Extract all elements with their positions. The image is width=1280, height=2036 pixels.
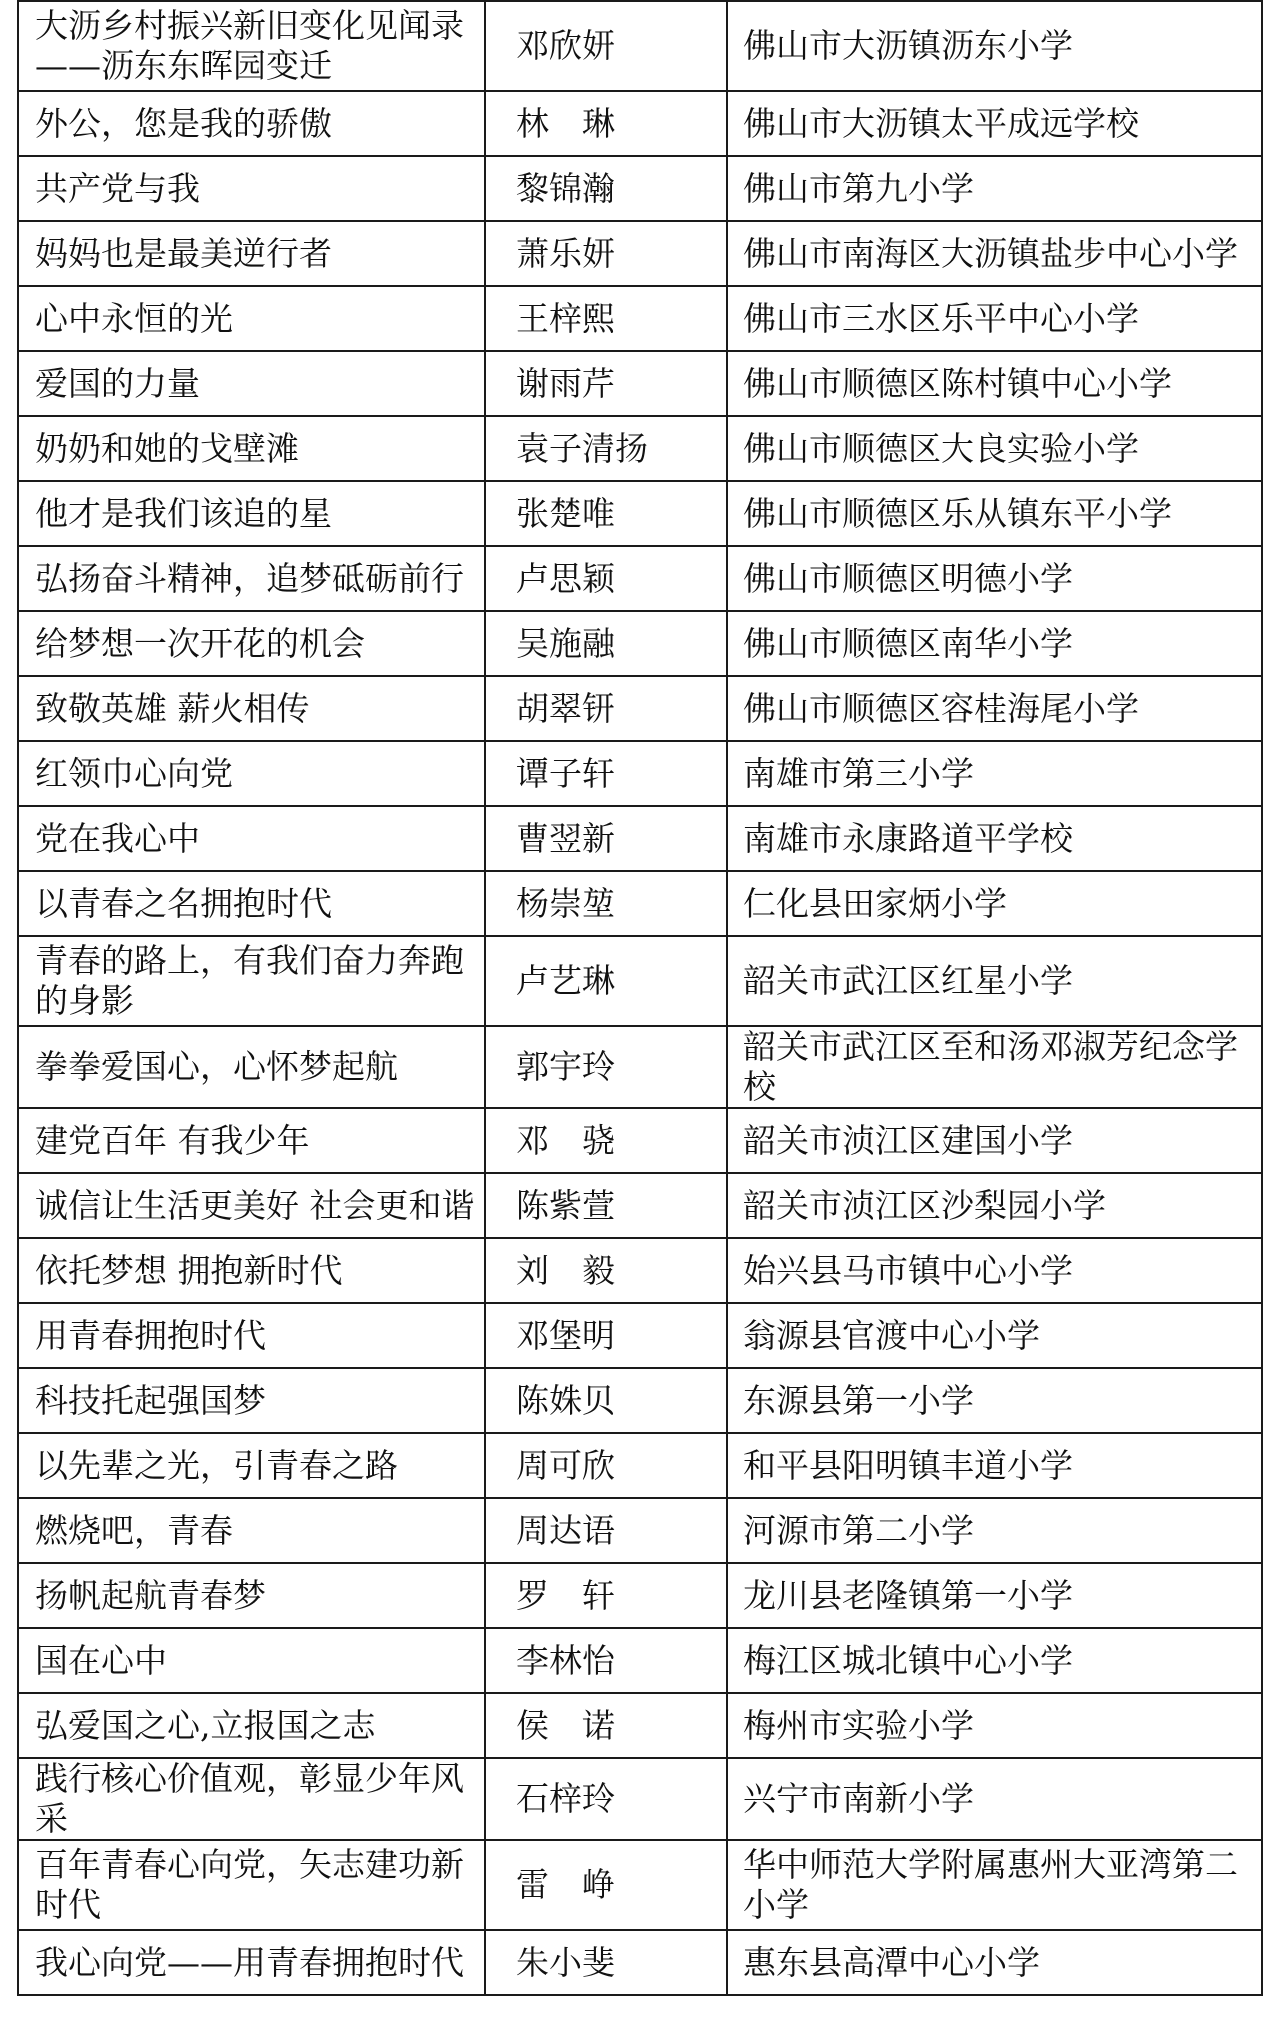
title-cell: 心中永恒的光 bbox=[18, 286, 485, 351]
student-name-cell: 邓 骁 bbox=[485, 1108, 727, 1173]
student-name-cell: 罗 轩 bbox=[485, 1563, 727, 1628]
table-row bbox=[18, 1238, 1262, 1303]
student-name-cell: 刘 毅 bbox=[485, 1238, 727, 1303]
table-row bbox=[18, 676, 1262, 741]
title-cell: 他才是我们该追的星 bbox=[18, 481, 485, 546]
title-cell: 共产党与我 bbox=[18, 156, 485, 221]
student-name-cell: 陈紫萱 bbox=[485, 1173, 727, 1238]
student-name-cell: 林 琳 bbox=[485, 91, 727, 156]
title-cell: 青春的路上，有我们奋力奔跑的身影 bbox=[18, 936, 485, 1026]
table-row bbox=[18, 1303, 1262, 1368]
table-row bbox=[18, 871, 1262, 936]
student-name-cell: 侯 诺 bbox=[485, 1693, 727, 1758]
school-cell: 佛山市顺德区乐从镇东平小学 bbox=[727, 481, 1262, 546]
student-name-cell: 黎锦瀚 bbox=[485, 156, 727, 221]
table-row bbox=[18, 221, 1262, 286]
table-row bbox=[18, 546, 1262, 611]
title-cell: 红领巾心向党 bbox=[18, 741, 485, 806]
student-name-cell: 谢雨芹 bbox=[485, 351, 727, 416]
title-cell: 给梦想一次开花的机会 bbox=[18, 611, 485, 676]
table-row bbox=[18, 351, 1262, 416]
table-row bbox=[18, 1758, 1262, 1840]
school-cell: 南雄市永康路道平学校 bbox=[727, 806, 1262, 871]
table-row bbox=[18, 1930, 1262, 1995]
student-name-cell: 王梓熙 bbox=[485, 286, 727, 351]
title-cell: 爱国的力量 bbox=[18, 351, 485, 416]
title-cell: 我心向党——用青春拥抱时代 bbox=[18, 1930, 485, 1995]
table-row bbox=[18, 806, 1262, 871]
table-row bbox=[18, 1, 1262, 91]
school-cell: 仁化县田家炳小学 bbox=[727, 871, 1262, 936]
title-cell: 国在心中 bbox=[18, 1628, 485, 1693]
table-row bbox=[18, 1628, 1262, 1693]
school-cell: 佛山市南海区大沥镇盐步中心小学 bbox=[727, 221, 1262, 286]
table-row bbox=[18, 1173, 1262, 1238]
table-row bbox=[18, 1433, 1262, 1498]
school-cell: 佛山市顺德区陈村镇中心小学 bbox=[727, 351, 1262, 416]
title-cell: 妈妈也是最美逆行者 bbox=[18, 221, 485, 286]
school-cell: 佛山市大沥镇沥东小学 bbox=[727, 1, 1262, 91]
table-row bbox=[18, 156, 1262, 221]
student-name-cell: 张楚唯 bbox=[485, 481, 727, 546]
table-row bbox=[18, 741, 1262, 806]
table-row bbox=[18, 1368, 1262, 1433]
table-row bbox=[18, 1108, 1262, 1173]
school-cell: 兴宁市南新小学 bbox=[727, 1758, 1262, 1840]
title-cell: 以先辈之光，引青春之路 bbox=[18, 1433, 485, 1498]
student-name-cell: 谭子轩 bbox=[485, 741, 727, 806]
title-cell: 大沥乡村振兴新旧变化见闻录——沥东东晖园变迁 bbox=[18, 1, 485, 91]
title-cell: 科技托起强国梦 bbox=[18, 1368, 485, 1433]
award-list-table bbox=[17, 0, 1263, 1996]
title-cell: 奶奶和她的戈壁滩 bbox=[18, 416, 485, 481]
title-cell: 建党百年 有我少年 bbox=[18, 1108, 485, 1173]
student-name-cell: 李林怡 bbox=[485, 1628, 727, 1693]
title-cell: 以青春之名拥抱时代 bbox=[18, 871, 485, 936]
student-name-cell: 胡翠钘 bbox=[485, 676, 727, 741]
table-row bbox=[18, 1840, 1262, 1930]
student-name-cell: 邓堡明 bbox=[485, 1303, 727, 1368]
student-name-cell: 卢思颖 bbox=[485, 546, 727, 611]
title-cell: 拳拳爱国心，心怀梦起航 bbox=[18, 1026, 485, 1108]
school-cell: 惠东县高潭中心小学 bbox=[727, 1930, 1262, 1995]
student-name-cell: 卢艺琳 bbox=[485, 936, 727, 1026]
table-row bbox=[18, 1498, 1262, 1563]
school-cell: 华中师范大学附属惠州大亚湾第二小学 bbox=[727, 1840, 1262, 1930]
title-cell: 践行核心价值观，彰显少年风采 bbox=[18, 1758, 485, 1840]
table-row bbox=[18, 936, 1262, 1026]
student-name-cell: 雷 峥 bbox=[485, 1840, 727, 1930]
school-cell: 佛山市大沥镇太平成远学校 bbox=[727, 91, 1262, 156]
student-name-cell: 石梓玲 bbox=[485, 1758, 727, 1840]
title-cell: 百年青春心向党，矢志建功新时代 bbox=[18, 1840, 485, 1930]
title-cell: 扬帆起航青春梦 bbox=[18, 1563, 485, 1628]
school-cell: 韶关市武江区至和汤邓淑芳纪念学校 bbox=[727, 1026, 1262, 1108]
table-row bbox=[18, 416, 1262, 481]
student-name-cell: 袁子清扬 bbox=[485, 416, 727, 481]
student-name-cell: 陈姝贝 bbox=[485, 1368, 727, 1433]
school-cell: 韶关市浈江区建国小学 bbox=[727, 1108, 1262, 1173]
student-name-cell: 萧乐妍 bbox=[485, 221, 727, 286]
student-name-cell: 周达语 bbox=[485, 1498, 727, 1563]
school-cell: 韶关市浈江区沙梨园小学 bbox=[727, 1173, 1262, 1238]
school-cell: 佛山市第九小学 bbox=[727, 156, 1262, 221]
school-cell: 佛山市顺德区南华小学 bbox=[727, 611, 1262, 676]
title-cell: 用青春拥抱时代 bbox=[18, 1303, 485, 1368]
student-name-cell: 郭宇玲 bbox=[485, 1026, 727, 1108]
table-row bbox=[18, 286, 1262, 351]
title-cell: 党在我心中 bbox=[18, 806, 485, 871]
school-cell: 南雄市第三小学 bbox=[727, 741, 1262, 806]
school-cell: 佛山市顺德区明德小学 bbox=[727, 546, 1262, 611]
table-row bbox=[18, 91, 1262, 156]
school-cell: 梅州市实验小学 bbox=[727, 1693, 1262, 1758]
table-row bbox=[18, 611, 1262, 676]
title-cell: 弘扬奋斗精神，追梦砥砺前行 bbox=[18, 546, 485, 611]
title-cell: 弘爱国之心,立报国之志 bbox=[18, 1693, 485, 1758]
title-cell: 燃烧吧，青春 bbox=[18, 1498, 485, 1563]
school-cell: 佛山市顺德区大良实验小学 bbox=[727, 416, 1262, 481]
student-name-cell: 杨崇堃 bbox=[485, 871, 727, 936]
student-name-cell: 朱小斐 bbox=[485, 1930, 727, 1995]
table-row bbox=[18, 1026, 1262, 1108]
student-name-cell: 周可欣 bbox=[485, 1433, 727, 1498]
title-cell: 依托梦想 拥抱新时代 bbox=[18, 1238, 485, 1303]
student-name-cell: 曹翌新 bbox=[485, 806, 727, 871]
table-row bbox=[18, 1693, 1262, 1758]
student-name-cell: 吴施融 bbox=[485, 611, 727, 676]
table-row bbox=[18, 1563, 1262, 1628]
award-list-body bbox=[18, 1, 1262, 1995]
school-cell: 东源县第一小学 bbox=[727, 1368, 1262, 1433]
title-cell: 外公，您是我的骄傲 bbox=[18, 91, 485, 156]
school-cell: 龙川县老隆镇第一小学 bbox=[727, 1563, 1262, 1628]
title-cell: 致敬英雄 薪火相传 bbox=[18, 676, 485, 741]
school-cell: 佛山市三水区乐平中心小学 bbox=[727, 286, 1262, 351]
title-cell: 诚信让生活更美好 社会更和谐 bbox=[18, 1173, 485, 1238]
table-row bbox=[18, 481, 1262, 546]
school-cell: 韶关市武江区红星小学 bbox=[727, 936, 1262, 1026]
student-name-cell: 邓欣妍 bbox=[485, 1, 727, 91]
school-cell: 翁源县官渡中心小学 bbox=[727, 1303, 1262, 1368]
school-cell: 河源市第二小学 bbox=[727, 1498, 1262, 1563]
school-cell: 始兴县马市镇中心小学 bbox=[727, 1238, 1262, 1303]
school-cell: 和平县阳明镇丰道小学 bbox=[727, 1433, 1262, 1498]
school-cell: 梅江区城北镇中心小学 bbox=[727, 1628, 1262, 1693]
school-cell: 佛山市顺德区容桂海尾小学 bbox=[727, 676, 1262, 741]
